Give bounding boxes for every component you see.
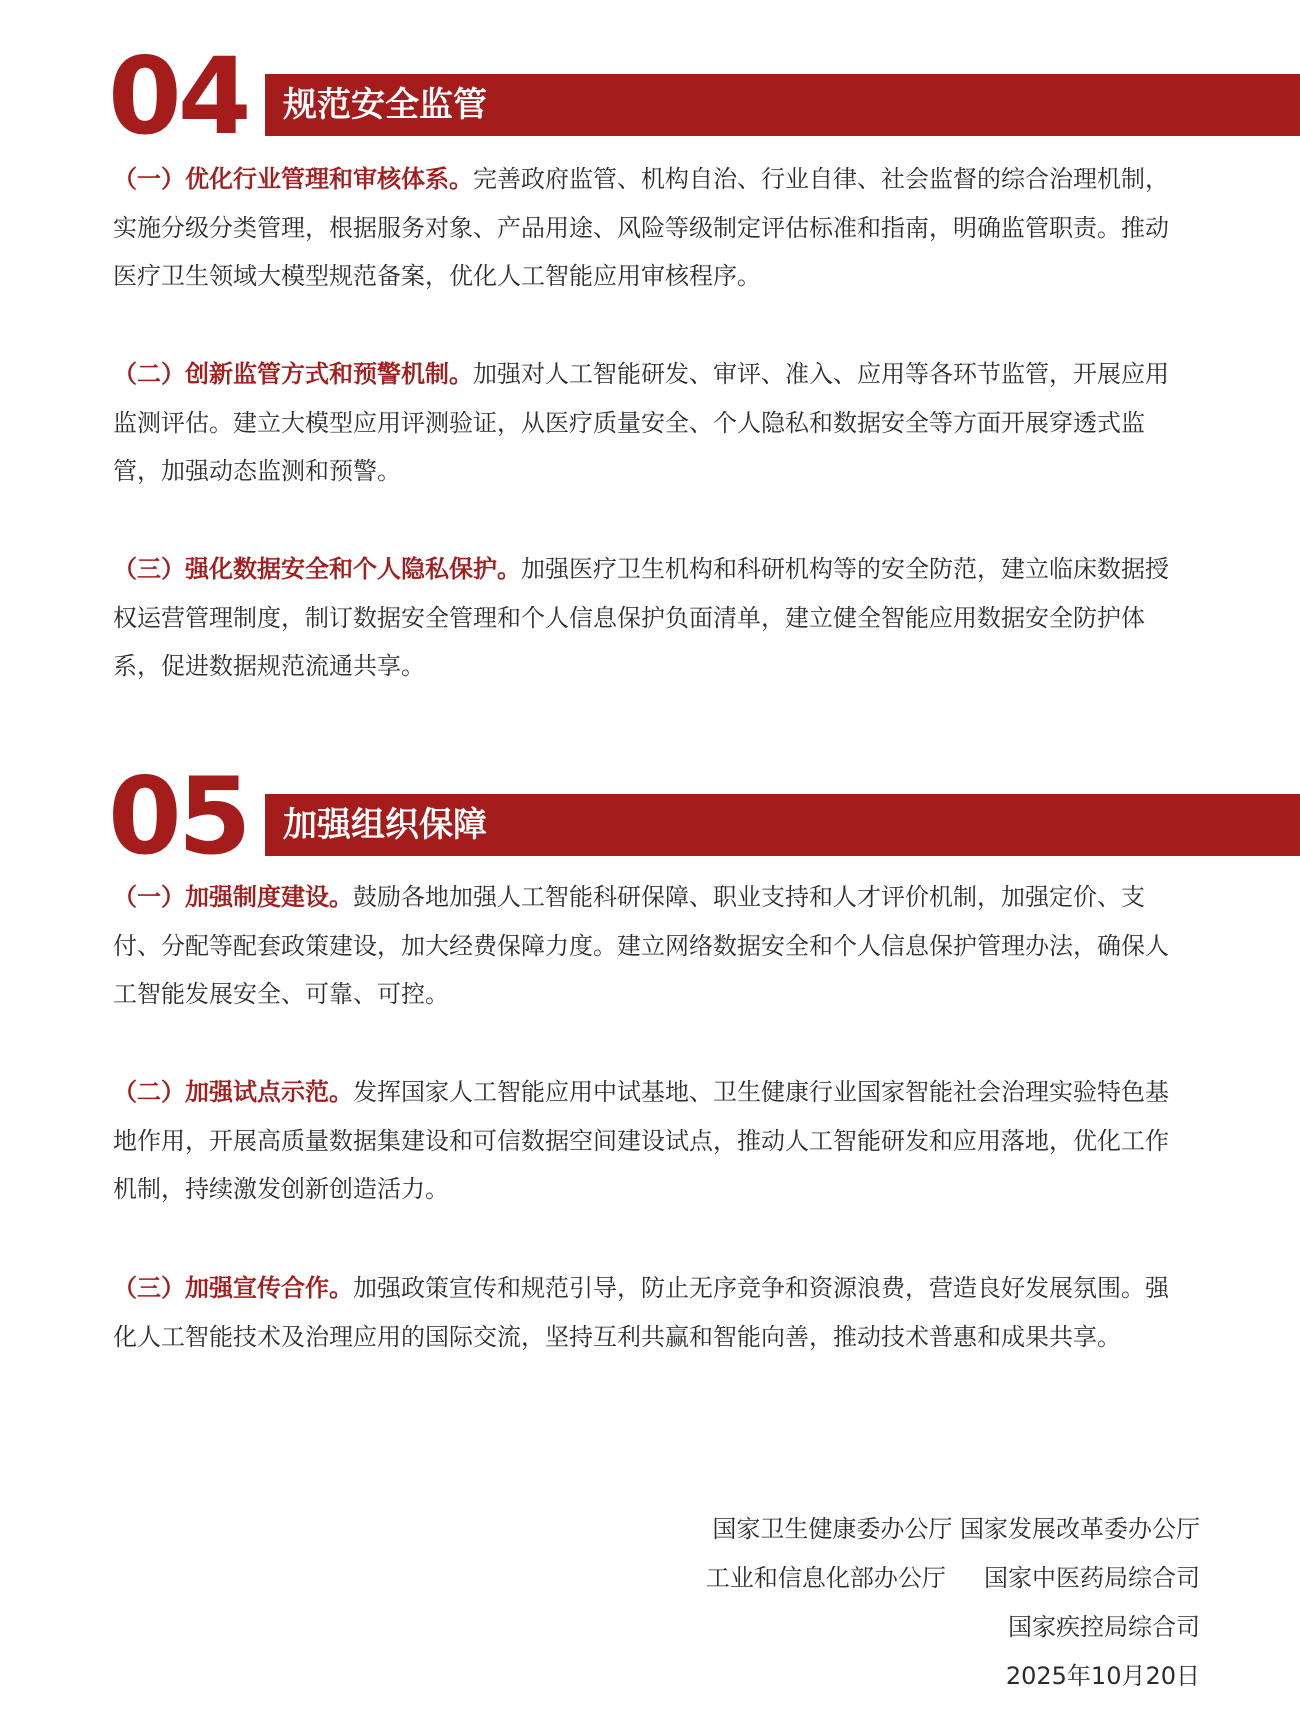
paragraph-5-3	[113, 1264, 1183, 1361]
paragraph-4-1	[113, 155, 1183, 301]
signoff	[706, 1505, 1200, 1701]
signoff-line-3: 国家疾控局综合司	[1008, 1613, 1200, 1641]
paragraph-body: 加强政策宣传和规范引导，防止无序竞争和资源浪费，营造良好发展氛围。强化人工智能技术及治理应用的国际交流，坚持互利共赢和智能向善，推动技术普惠和成果共享。	[113, 1274, 1169, 1351]
section-title-bar	[265, 794, 1300, 856]
paragraph-lead: （二）创新监管方式和预警机制。	[113, 360, 473, 388]
signoff-line-2: 工业和信息化部办公厅 国家中医药局综合司	[705, 1564, 1200, 1592]
section-04	[0, 35, 1300, 158]
paragraph-lead: （三）强化数据安全和个人隐私保护。	[113, 555, 521, 583]
section-header	[0, 35, 1300, 158]
paragraph-body: 发挥国家人工智能应用中试基地、卫生健康行业国家智能社会治理实验特色基地作用，开展高质量数据集建设和可信数据空间建设试点，推动人工智能研发和应用落地，优化工作机制，持续激发创新创造活力。	[113, 1078, 1169, 1203]
paragraph-lead: （一）加强制度建设。	[113, 883, 353, 911]
paragraph-lead: （一）优化行业管理和审核体系。	[113, 165, 473, 193]
paragraph-lead: （二）加强试点示范。	[113, 1078, 353, 1106]
paragraph-body: 加强对人工智能研发、审评、准入、应用等各环节监管，开展应用监测评估。建立大模型应用评测验证，从医疗质量安全、个人隐私和数据安全等方面开展穿透式监管，加强动态监测和预警。	[113, 360, 1169, 485]
paragraph-4-2	[113, 350, 1183, 496]
paragraph-body: 完善政府监管、机构自治、行业自律、社会监督的综合治理机制，实施分级分类管理，根据服务对象、产品用途、风险等级制定评估标准和指南，明确监管职责。推动医疗卫生领域大模型规范备案，优化人工智能应用审核程序。	[113, 165, 1169, 290]
section-title-bar	[265, 74, 1300, 136]
paragraph-body: 加强医疗卫生机构和科研机构等的安全防范，建立临床数据授权运营管理制度，制订数据安全管理和个人信息保护负面清单，建立健全智能应用数据安全防护体系，促进数据规范流通共享。	[113, 555, 1169, 680]
paragraph-5-2	[113, 1068, 1183, 1214]
section-header	[0, 755, 1300, 878]
signoff-line-1: 国家卫生健康委办公厅 国家发展改革委办公厅	[712, 1515, 1200, 1543]
section-title: 规范安全监管	[283, 85, 487, 125]
section-number: 05	[108, 755, 248, 878]
section-number: 04	[108, 35, 248, 158]
paragraph-body: 鼓励各地加强人工智能科研保障、职业支持和人才评价机制，加强定价、支付、分配等配套政策建设，加大经费保障力度。建立网络数据安全和个人信息保护管理办法，确保人工智能发展安全、可靠、可控。	[113, 883, 1169, 1008]
section-title: 加强组织保障	[283, 805, 487, 845]
signoff-date: 2025年10月20日	[1005, 1662, 1200, 1690]
section-05	[0, 755, 1300, 878]
paragraph-lead: （三）加强宣传合作。	[113, 1274, 353, 1302]
paragraph-4-3	[113, 545, 1183, 691]
paragraph-5-1	[113, 873, 1183, 1019]
